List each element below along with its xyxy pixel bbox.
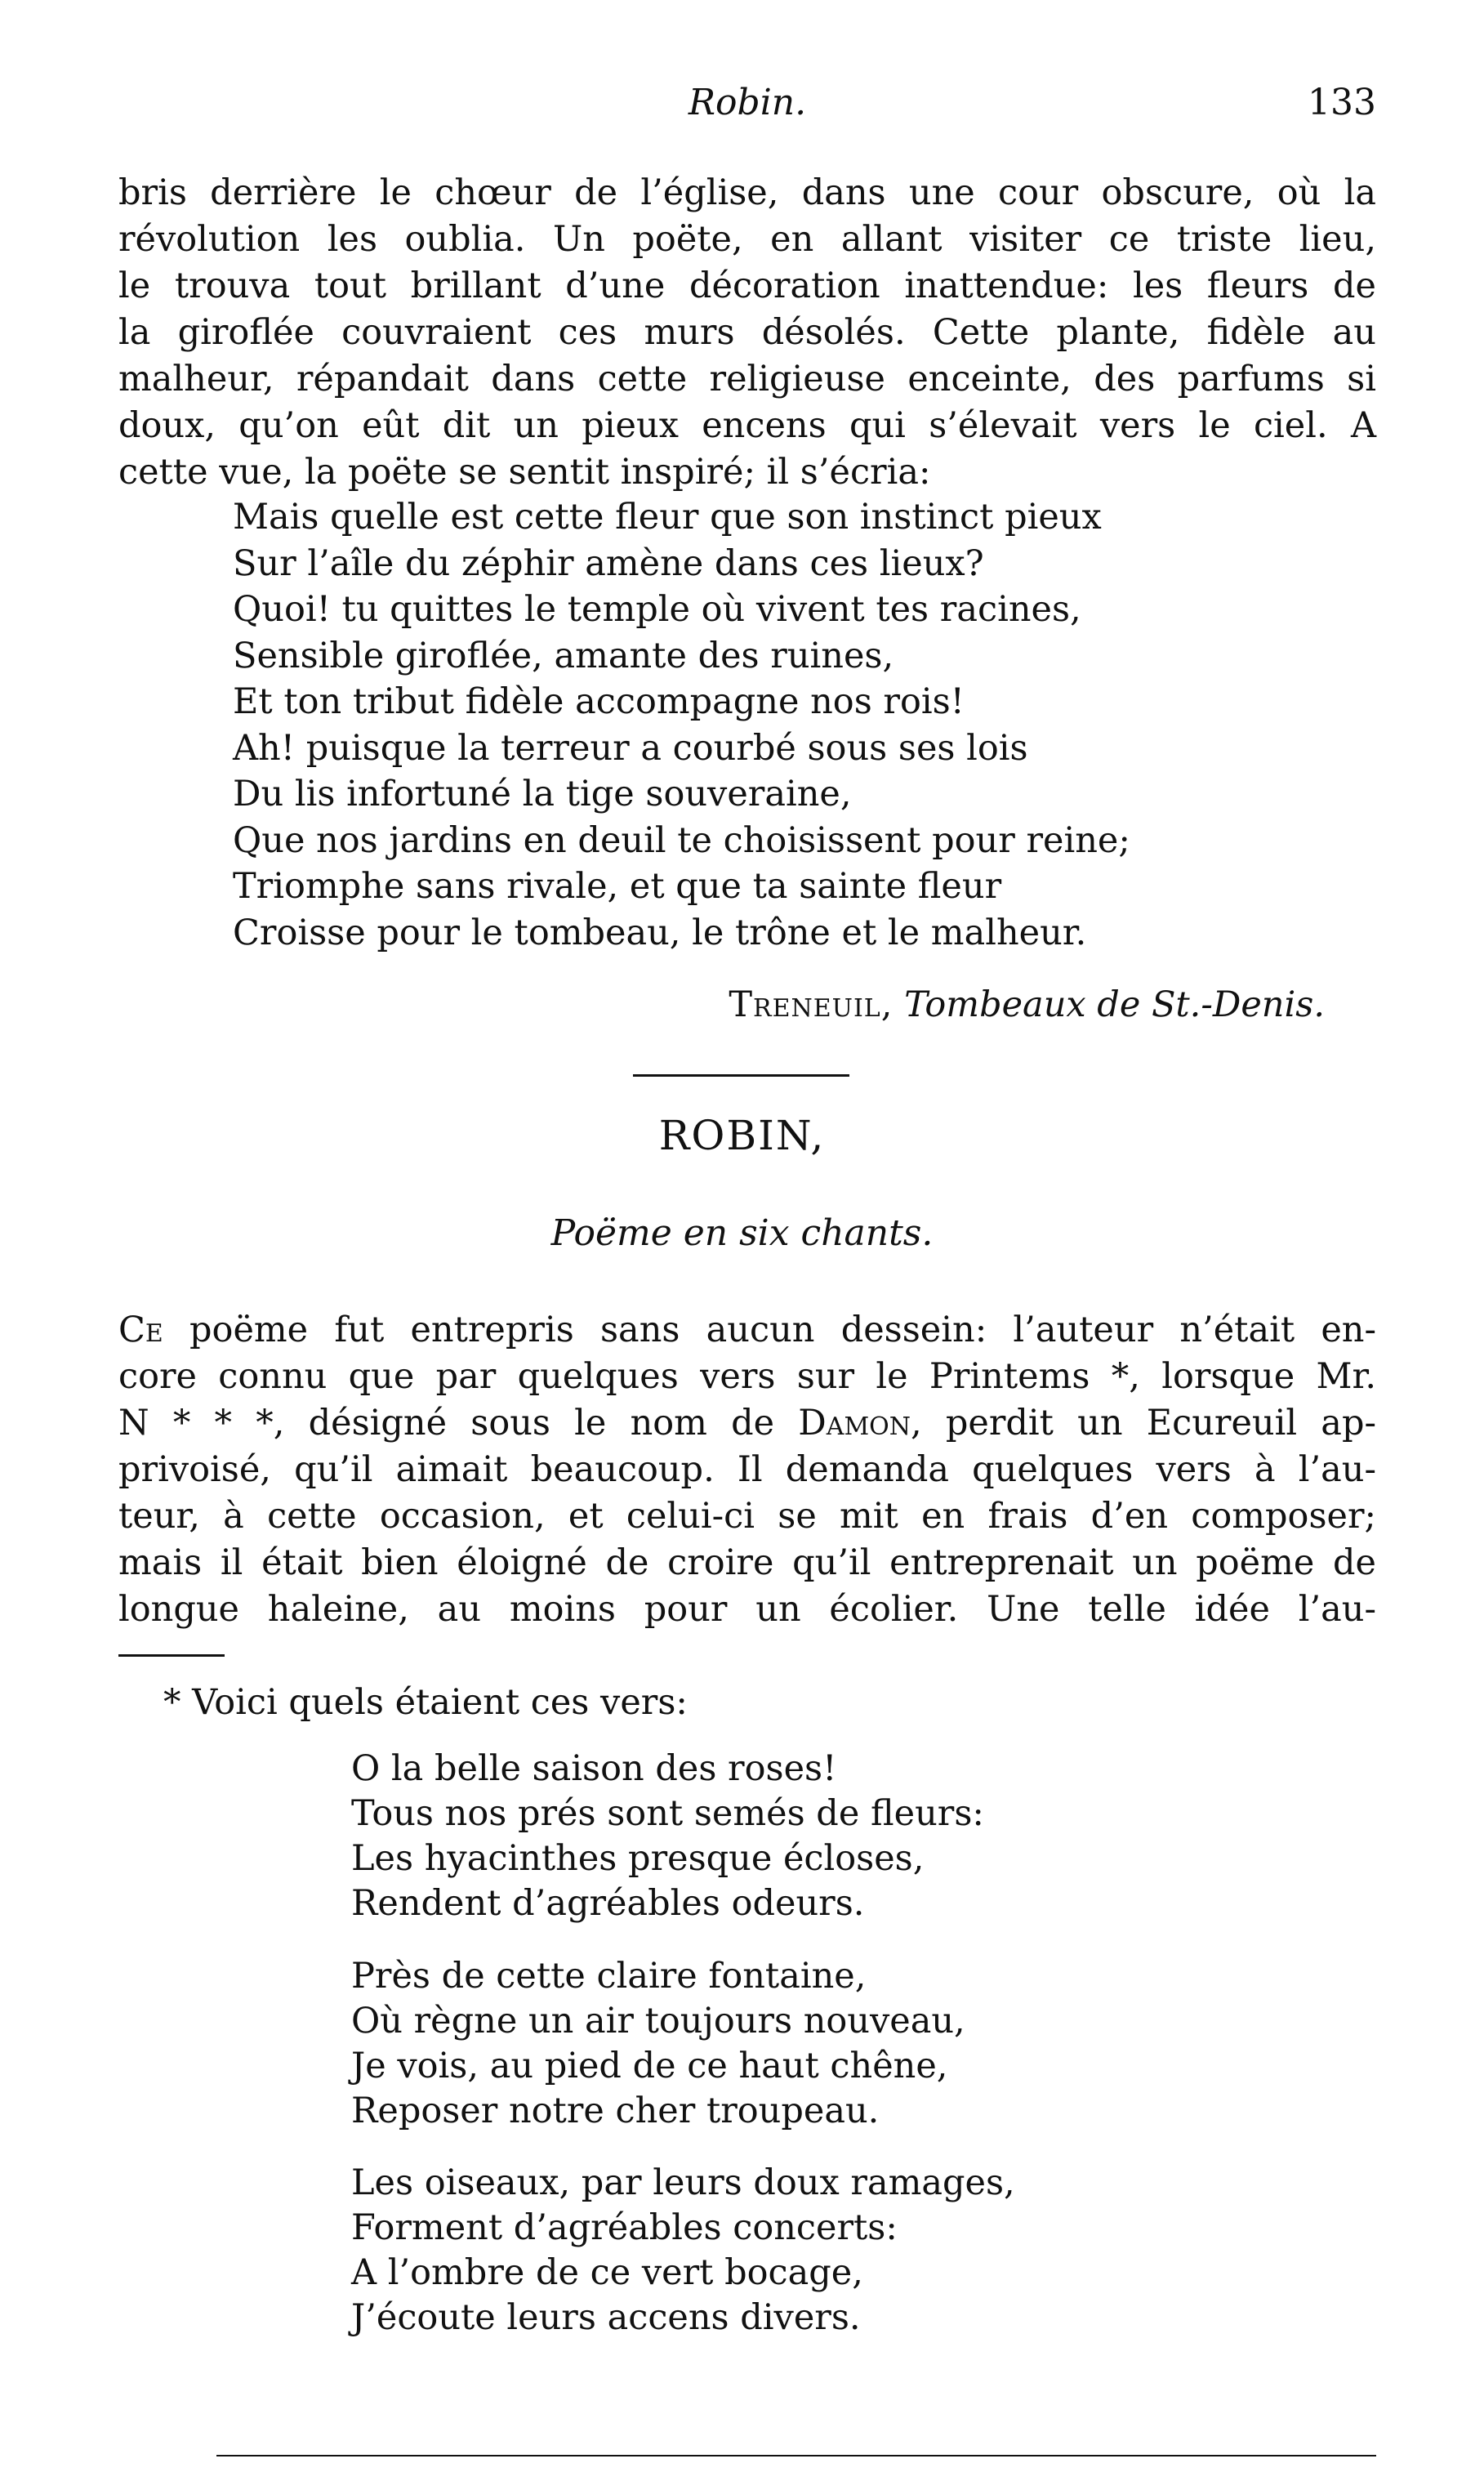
prose-line: privoisé, qu’il aimait beaucoup. Il demanda quelques vers à l’au- bbox=[118, 1449, 1376, 1490]
verse-line: Reposer notre cher troupeau. bbox=[351, 2091, 880, 2131]
poem-verse bbox=[233, 494, 1130, 956]
footnote-intro: * Voici quels étaient ces vers: bbox=[163, 1682, 688, 1723]
verse-line: Croisse pour le tombeau, le trône et le malheur. bbox=[233, 912, 1087, 953]
verse-line: A l’ombre de ce vert bocage, bbox=[351, 2252, 863, 2293]
prose-line: Ce poëme fut entrepris sans aucun dessein: l’auteur n’était en- bbox=[118, 1310, 1376, 1350]
verse-line: O la belle saison des roses! bbox=[351, 1748, 837, 1789]
character-name: Damon bbox=[798, 1403, 911, 1444]
verse-line: Les hyacinthes presque écloses, bbox=[351, 1838, 925, 1879]
verse-line: Près de cette claire fontaine, bbox=[351, 1956, 867, 1997]
prose-line: mais il était bien éloigné de croire qu’il entreprenait un poëme de bbox=[118, 1542, 1376, 1583]
prose-line: révolution les oublia. Un poëte, en allant visiter ce triste lieu, bbox=[118, 219, 1376, 260]
verse-line: Je vois, au pied de ce haut chêne, bbox=[351, 2046, 948, 2086]
verse-line: Mais quelle est cette fleur que son instinct pieux bbox=[233, 497, 1102, 538]
prose-main bbox=[118, 1307, 1376, 1633]
prose-line: malheur, répandait dans cette religieuse enceinte, des parfums si bbox=[118, 359, 1376, 399]
verse-line: Tous nos prés sont semés de fleurs: bbox=[351, 1793, 984, 1834]
prose-line: longue haleine, au moins pour un écolier. Une telle idée l’au- bbox=[118, 1589, 1376, 1630]
verse-line: Triomphe sans rivale, et que ta sainte fleur bbox=[233, 866, 1002, 907]
bottom-rule bbox=[216, 2455, 1376, 2456]
running-head: Robin. bbox=[688, 82, 807, 123]
verse-line: Du lis infortuné la tige souveraine, bbox=[233, 774, 852, 814]
prose-line: core connu que par quelques vers sur le Printems *, lorsque Mr. bbox=[118, 1356, 1376, 1397]
verse-line: Où règne un air toujours nouveau, bbox=[351, 2001, 965, 2041]
page-header bbox=[118, 78, 1376, 127]
section-divider bbox=[633, 1074, 849, 1077]
section-subtitle: Poëme en six chants. bbox=[550, 1212, 934, 1254]
verse-line: Forment d’agréables concerts: bbox=[351, 2207, 898, 2248]
verse-line: Les oiseaux, par leurs doux ramages, bbox=[351, 2162, 1015, 2203]
footnote-stanza-2 bbox=[351, 1954, 965, 2134]
verse-line: J’écoute leurs accens divers. bbox=[351, 2297, 861, 2338]
footnote-rule bbox=[118, 1654, 225, 1657]
verse-line: Quoi! tu quittes le temple où vivent tes racines, bbox=[233, 589, 1081, 630]
page-number: 133 bbox=[1308, 82, 1376, 123]
verse-line: Rendent d’agréables odeurs. bbox=[351, 1883, 865, 1924]
prose-line: N * * *, désigné sous le nom de Damon, perdit un Ecureuil ap- bbox=[118, 1403, 1376, 1444]
verse-line: Ah! puisque la terreur a courbé sous ses lois bbox=[233, 727, 1028, 769]
verse-line: Sensible giroflée, amante des ruines, bbox=[233, 635, 894, 676]
attribution-author: Treneuil, bbox=[729, 984, 894, 1025]
drop-word: Ce bbox=[118, 1310, 163, 1350]
poem-attribution bbox=[729, 980, 1325, 1029]
prose-line: teur, à cette occasion, et celui-ci se mit en frais d’en composer; bbox=[118, 1496, 1376, 1537]
verse-line: Sur l’aîle du zéphir amène dans ces lieux? bbox=[233, 542, 984, 584]
prose-line: cette vue, la poëte se sentit inspiré; il s’écria: bbox=[118, 452, 931, 493]
footnote-stanza-3 bbox=[351, 2161, 1015, 2340]
prose-line: la giroflée couvraient ces murs désolés. Cette plante, fidèle au bbox=[118, 312, 1376, 353]
attribution-work: Tombeaux de St.-Denis. bbox=[904, 984, 1325, 1025]
verse-line: Que nos jardins en deuil te choisissent pour reine; bbox=[233, 819, 1130, 861]
section-title: ROBIN, bbox=[658, 1112, 826, 1159]
prose-line: le trouva tout brillant d’une décoration inattendue: les fleurs de bbox=[118, 266, 1376, 306]
footnote-stanza-1 bbox=[351, 1747, 984, 1926]
verse-line: Et ton tribut fidèle accompagne nos rois! bbox=[233, 681, 965, 722]
prose-line: doux, qu’on eût dit un pieux encens qui s’élevait vers le ciel. A bbox=[118, 405, 1376, 446]
prose-line: bris derrière le chœur de l’église, dans une cour obscure, où la bbox=[118, 172, 1376, 213]
prose-top bbox=[118, 170, 1376, 496]
